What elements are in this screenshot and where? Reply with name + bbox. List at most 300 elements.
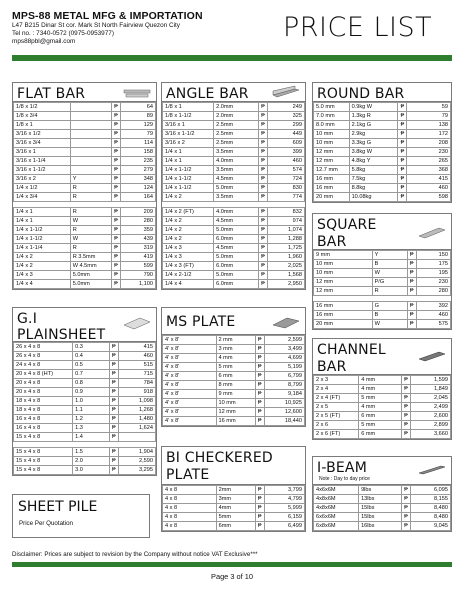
table-row (163, 121, 305, 130)
item-spec: 8.8kg (349, 184, 398, 193)
item-spec: 1.4 (73, 433, 110, 442)
item-size: 3/16 x 1/2 (14, 130, 71, 139)
currency-symbol: ₱ (402, 403, 411, 412)
item-size: 1/4 x 2 (14, 262, 71, 271)
table-row (163, 399, 305, 408)
item-price: 724 (267, 175, 304, 184)
channel-bar-icon (417, 349, 447, 363)
currency-symbol: ₱ (111, 271, 120, 280)
item-spec: R (70, 184, 111, 193)
table-row (14, 253, 156, 262)
ms-plate-title: MS PLATE (166, 314, 236, 330)
footer-divider (12, 562, 452, 567)
i-beam-icon (417, 463, 447, 477)
item-price: 5,199 (264, 363, 304, 372)
channel-bar-panel (312, 338, 452, 440)
table-row (163, 513, 305, 522)
item-size: 16 x 4 x 8 (14, 415, 73, 424)
table-row (314, 376, 451, 385)
table-row (163, 235, 305, 244)
item-size: 2 x 5 (FT) (314, 412, 359, 421)
item-size: 1/4 x 2 (163, 193, 214, 202)
item-price: 3,660 (411, 430, 451, 439)
item-size: 1/4 x 2 (163, 217, 214, 226)
item-spec (70, 139, 111, 148)
currency-symbol: ₱ (111, 253, 120, 262)
currency-symbol: ₱ (109, 388, 118, 397)
item-price: 2,599 (264, 336, 304, 345)
table-row (163, 336, 305, 345)
item-price: 8,480 (410, 513, 450, 522)
table-row (163, 408, 305, 417)
item-price: 3,799 (264, 486, 304, 495)
table-row (163, 112, 305, 121)
item-spec: 3.3kg G (349, 139, 398, 148)
item-price: 158 (120, 148, 155, 157)
currency-symbol: ₱ (255, 354, 264, 363)
item-price: 9,184 (264, 390, 304, 399)
item-price: 2,590 (118, 457, 155, 466)
table-row (163, 103, 305, 112)
item-size: 15 x 4 x 8 (14, 433, 73, 442)
item-price: 5,999 (264, 504, 304, 513)
item-size: 1/4 x 1-1/2 (14, 235, 71, 244)
currency-symbol: ₱ (255, 390, 264, 399)
currency-symbol: ₱ (398, 112, 407, 121)
gi-plainsheet-panel (12, 307, 157, 476)
item-spec: 2.0 (73, 457, 110, 466)
item-spec: 10.08kg (349, 193, 398, 202)
table-row (314, 311, 451, 320)
item-spec: 5 mm (359, 394, 402, 403)
item-price: 150 (416, 251, 450, 260)
item-size: 9 mm (314, 251, 373, 260)
page-title: PRICE LIST (283, 12, 433, 43)
item-spec: R 3.5mm (70, 253, 111, 262)
item-size: 20 x 4 x 8 (14, 379, 73, 388)
currency-symbol: ₱ (258, 148, 267, 157)
table-row (314, 193, 451, 202)
currency-symbol: ₱ (258, 121, 267, 130)
item-size: 1/4 x 1 (14, 217, 71, 226)
bi-checkered-panel (161, 446, 306, 532)
currency-symbol: ₱ (111, 208, 120, 217)
item-spec: 5.0mm (70, 280, 111, 289)
channel-bar-table (313, 375, 451, 439)
item-size: 1/4 x 1 (163, 157, 214, 166)
item-spec: 9lbs (359, 486, 402, 495)
item-size: 1/8 x 1/2 (14, 103, 71, 112)
i-beam-table (313, 485, 451, 531)
item-spec: 4.8kg Y (349, 157, 398, 166)
item-price: 1,288 (267, 235, 304, 244)
item-size: 4' x 8' (163, 372, 217, 381)
table-row (163, 157, 305, 166)
item-spec: 16 mm (216, 417, 255, 426)
table-row (14, 157, 156, 166)
table-row (14, 103, 156, 112)
table-row (14, 262, 156, 271)
currency-symbol: ₱ (407, 269, 416, 278)
item-price: 515 (118, 361, 155, 370)
item-size: 15 x 4 x 8 (14, 448, 73, 457)
item-price: 419 (120, 253, 155, 262)
table-row (314, 302, 451, 311)
bi-checkered-title: BI CHECKERED PLATE (166, 450, 273, 483)
table-row (314, 269, 451, 278)
currency-symbol: ₱ (258, 103, 267, 112)
currency-symbol: ₱ (109, 457, 118, 466)
square-bar-table (313, 250, 451, 329)
table-row (314, 112, 451, 121)
item-size: 4x6x6M (314, 486, 359, 495)
item-size: 4x8x6M (314, 495, 359, 504)
currency-symbol: ₱ (407, 320, 416, 329)
item-size: 10 mm (314, 130, 350, 139)
item-spec: 4.0mm (214, 157, 259, 166)
currency-symbol: ₱ (111, 175, 120, 184)
currency-symbol: ₱ (111, 139, 120, 148)
currency-symbol: ₱ (255, 522, 264, 531)
currency-symbol: ₱ (258, 280, 267, 289)
table-row (163, 372, 305, 381)
item-spec: 3.8kg W (349, 148, 398, 157)
table-row (14, 388, 156, 397)
item-spec: 1.3 (73, 424, 110, 433)
item-price: 164 (120, 193, 155, 202)
item-price: 6,159 (264, 513, 304, 522)
currency-symbol: ₱ (109, 352, 118, 361)
item-price: 8,480 (410, 504, 450, 513)
table-row (14, 184, 156, 193)
item-spec: 6 mm (359, 430, 402, 439)
item-size: 18 x 4 x 8 (14, 397, 73, 406)
bi-checkered-table (162, 485, 305, 531)
item-price: 124 (120, 184, 155, 193)
table-row (314, 175, 451, 184)
currency-symbol: ₱ (255, 486, 264, 495)
item-price: 918 (118, 388, 155, 397)
item-spec: Y (70, 175, 111, 184)
item-spec: G (372, 302, 407, 311)
company-email: mps88pbl@gmail.com (12, 38, 76, 45)
table-row (163, 208, 305, 217)
currency-symbol: ₱ (407, 278, 416, 287)
item-price: 230 (416, 278, 450, 287)
item-spec: W (372, 269, 407, 278)
item-spec: 5mm (216, 513, 255, 522)
table-row (14, 370, 156, 379)
square-bar-panel (312, 213, 452, 330)
item-price: 1,568 (267, 271, 304, 280)
item-price: 715 (118, 370, 155, 379)
item-spec: 5.0mm (214, 184, 259, 193)
item-spec: 5.0mm (214, 271, 259, 280)
table-row (14, 271, 156, 280)
item-price: 598 (407, 193, 451, 202)
item-size: 1/4 x 4 (14, 280, 71, 289)
currency-symbol: ₱ (402, 421, 411, 430)
item-price: 59 (407, 103, 451, 112)
currency-symbol: ₱ (111, 130, 120, 139)
item-price (118, 433, 155, 442)
item-spec (70, 130, 111, 139)
currency-symbol: ₱ (258, 139, 267, 148)
table-row (14, 217, 156, 226)
currency-symbol: ₱ (398, 148, 407, 157)
item-price: 2,045 (411, 394, 451, 403)
item-size: 2 x 6 (314, 421, 359, 430)
item-spec: 1.5 (73, 448, 110, 457)
currency-symbol: ₱ (258, 217, 267, 226)
currency-symbol: ₱ (401, 495, 410, 504)
angle-bar-table (162, 102, 305, 289)
table-row (14, 415, 156, 424)
item-price: 2,499 (411, 403, 451, 412)
item-spec: B (372, 260, 407, 269)
item-size: 4' x 8' (163, 417, 217, 426)
table-row (163, 486, 305, 495)
item-size: 16 x 4 x 8 (14, 424, 73, 433)
table-row (314, 504, 451, 513)
item-price: 2,899 (411, 421, 451, 430)
table-row (163, 280, 305, 289)
item-price: 6,095 (410, 486, 450, 495)
currency-symbol: ₱ (255, 336, 264, 345)
item-spec: 1.2 (73, 415, 110, 424)
currency-symbol: ₱ (398, 184, 407, 193)
table-row (314, 148, 451, 157)
currency-symbol: ₱ (258, 226, 267, 235)
currency-symbol: ₱ (258, 244, 267, 253)
table-row (14, 226, 156, 235)
table-row (14, 280, 156, 289)
table-row (14, 121, 156, 130)
item-size: 12 mm (314, 148, 350, 157)
i-beam-title: I-BEAM (317, 460, 367, 476)
item-price: 208 (407, 139, 451, 148)
currency-symbol: ₱ (255, 513, 264, 522)
item-price: 279 (120, 166, 155, 175)
table-row (314, 139, 451, 148)
item-size: 2 x 4 (FT) (314, 394, 359, 403)
currency-symbol: ₱ (258, 175, 267, 184)
currency-symbol: ₱ (401, 504, 410, 513)
ms-plate-table (162, 335, 305, 426)
item-size: 16 mm (314, 175, 350, 184)
table-row (14, 244, 156, 253)
item-price: 460 (267, 157, 304, 166)
channel-bar-title: CHANNEL BAR (317, 342, 386, 375)
item-size: 26 x 4 x 8 (14, 343, 73, 352)
item-price: 575 (416, 320, 450, 329)
item-spec: 16lbs (359, 522, 402, 531)
table-row (163, 148, 305, 157)
item-spec: 3.0 (73, 466, 110, 475)
item-size: 4 x 8 (163, 495, 217, 504)
currency-symbol: ₱ (111, 217, 120, 226)
item-price: 415 (118, 343, 155, 352)
item-price: 1,074 (267, 226, 304, 235)
item-price: 774 (267, 193, 304, 202)
item-spec: Y (372, 251, 407, 260)
currency-symbol: ₱ (398, 193, 407, 202)
currency-symbol: ₱ (401, 513, 410, 522)
item-price: 3,295 (118, 466, 155, 475)
currency-symbol: ₱ (398, 103, 407, 112)
item-spec: 2.5mm (214, 139, 259, 148)
item-price: 1,098 (118, 397, 155, 406)
item-price: 3,499 (264, 345, 304, 354)
currency-symbol: ₱ (109, 433, 118, 442)
company-address: L47 B215 Dinar St cor. Mark St North Fairview Quezon City (12, 22, 180, 29)
item-price: 8,155 (410, 495, 450, 504)
item-spec (70, 121, 111, 130)
sheet-pile-panel (12, 494, 150, 538)
item-spec: 1.1 (73, 406, 110, 415)
item-spec: R (70, 193, 111, 202)
item-size: 6x6x6M (314, 513, 359, 522)
currency-symbol: ₱ (111, 226, 120, 235)
currency-symbol: ₱ (255, 504, 264, 513)
item-price: 319 (120, 244, 155, 253)
table-row (163, 504, 305, 513)
table-row (314, 486, 451, 495)
item-spec: 12 mm (216, 408, 255, 417)
item-spec: W (372, 320, 407, 329)
currency-symbol: ₱ (402, 385, 411, 394)
table-row (14, 166, 156, 175)
item-size: 3/16 x 1-1/2 (14, 166, 71, 175)
currency-symbol: ₱ (407, 287, 416, 296)
item-size: 3/16 x 2 (163, 139, 214, 148)
sheet-pile-subtitle: Price Per Quotation (19, 520, 73, 527)
item-spec: 0.5 (73, 361, 110, 370)
item-price: 64 (120, 103, 155, 112)
table-row (314, 157, 451, 166)
item-spec: 2 mm (216, 336, 255, 345)
table-row (314, 513, 451, 522)
currency-symbol: ₱ (258, 253, 267, 262)
table-row (314, 287, 451, 296)
item-size: 4 x 8 (163, 504, 217, 513)
item-spec: 3 mm (216, 345, 255, 354)
item-spec: 0.9kg W (349, 103, 398, 112)
item-size: 10 mm (314, 139, 350, 148)
table-row (314, 403, 451, 412)
table-row (14, 130, 156, 139)
currency-symbol: ₱ (255, 381, 264, 390)
item-price: 830 (267, 184, 304, 193)
plainsheet-icon (122, 316, 152, 330)
table-row (14, 448, 156, 457)
item-spec: 1.0 (73, 397, 110, 406)
item-spec: 3.5mm (214, 166, 259, 175)
item-spec: 0.7 (73, 370, 110, 379)
table-row (314, 385, 451, 394)
sheet-pile-title: SHEET PILE (18, 499, 98, 515)
currency-symbol: ₱ (111, 112, 120, 121)
currency-symbol: ₱ (255, 363, 264, 372)
table-row (14, 457, 156, 466)
currency-symbol: ₱ (255, 495, 264, 504)
currency-symbol: ₱ (407, 251, 416, 260)
table-row (163, 262, 305, 271)
table-row (163, 139, 305, 148)
item-price: 114 (120, 139, 155, 148)
table-row (163, 345, 305, 354)
item-price: 325 (267, 112, 304, 121)
table-row (314, 320, 451, 329)
item-spec: 2.0mm (214, 103, 259, 112)
item-size: 1/8 x 1-1/2 (163, 112, 214, 121)
currency-symbol: ₱ (111, 121, 120, 130)
item-spec: 2.5mm (214, 121, 259, 130)
item-size: 16 mm (314, 302, 373, 311)
table-row (163, 184, 305, 193)
item-size: 4' x 8' (163, 354, 217, 363)
table-row (163, 363, 305, 372)
item-price: 1,480 (118, 415, 155, 424)
currency-symbol: ₱ (407, 311, 416, 320)
item-size: 10 mm (314, 269, 373, 278)
item-spec: P/G (372, 278, 407, 287)
item-spec: 4.0mm (214, 208, 259, 217)
currency-symbol: ₱ (402, 394, 411, 403)
currency-symbol: ₱ (255, 408, 264, 417)
currency-symbol: ₱ (111, 184, 120, 193)
item-size: 4 x 8 (163, 513, 217, 522)
table-row (314, 394, 451, 403)
round-bar-title: ROUND BAR (317, 86, 405, 102)
flat-bar-title: FLAT BAR (17, 86, 86, 102)
item-price: 6,499 (264, 522, 304, 531)
item-price: 2,025 (267, 262, 304, 271)
item-spec (70, 112, 111, 121)
header-divider (12, 55, 452, 61)
currency-symbol: ₱ (401, 486, 410, 495)
table-row (314, 184, 451, 193)
item-size: 1/4 x 1 (163, 148, 214, 157)
item-size: 4x8x6M (314, 504, 359, 513)
currency-symbol: ₱ (398, 121, 407, 130)
item-spec: 5.8kg (349, 166, 398, 175)
item-price: 1,624 (118, 424, 155, 433)
i-beam-note: Note : Day to day price (319, 476, 370, 482)
item-price: 265 (407, 157, 451, 166)
currency-symbol: ₱ (258, 166, 267, 175)
item-size: 20 x 4 x 8 (14, 388, 73, 397)
currency-symbol: ₱ (402, 412, 411, 421)
item-spec: 4mm (216, 504, 255, 513)
item-size: 20 mm (314, 193, 350, 202)
disclaimer: Disclaimer: Prices are subject to revision by the Company without notice VAT Exclusive*** (12, 551, 258, 558)
item-spec: 4 mm (359, 403, 402, 412)
currency-symbol: ₱ (407, 260, 416, 269)
currency-symbol: ₱ (255, 372, 264, 381)
table-row (14, 235, 156, 244)
item-spec: 4 mm (359, 385, 402, 394)
item-spec: 5.0mm (214, 253, 259, 262)
currency-symbol: ₱ (109, 397, 118, 406)
item-price: 2,950 (267, 280, 304, 289)
item-size: 5.0 mm (314, 103, 350, 112)
item-size: 1/4 x 2 (14, 253, 71, 262)
item-price: 348 (120, 175, 155, 184)
table-row (163, 271, 305, 280)
item-size: 18 x 4 x 8 (14, 406, 73, 415)
item-spec: 0.3 (73, 343, 110, 352)
